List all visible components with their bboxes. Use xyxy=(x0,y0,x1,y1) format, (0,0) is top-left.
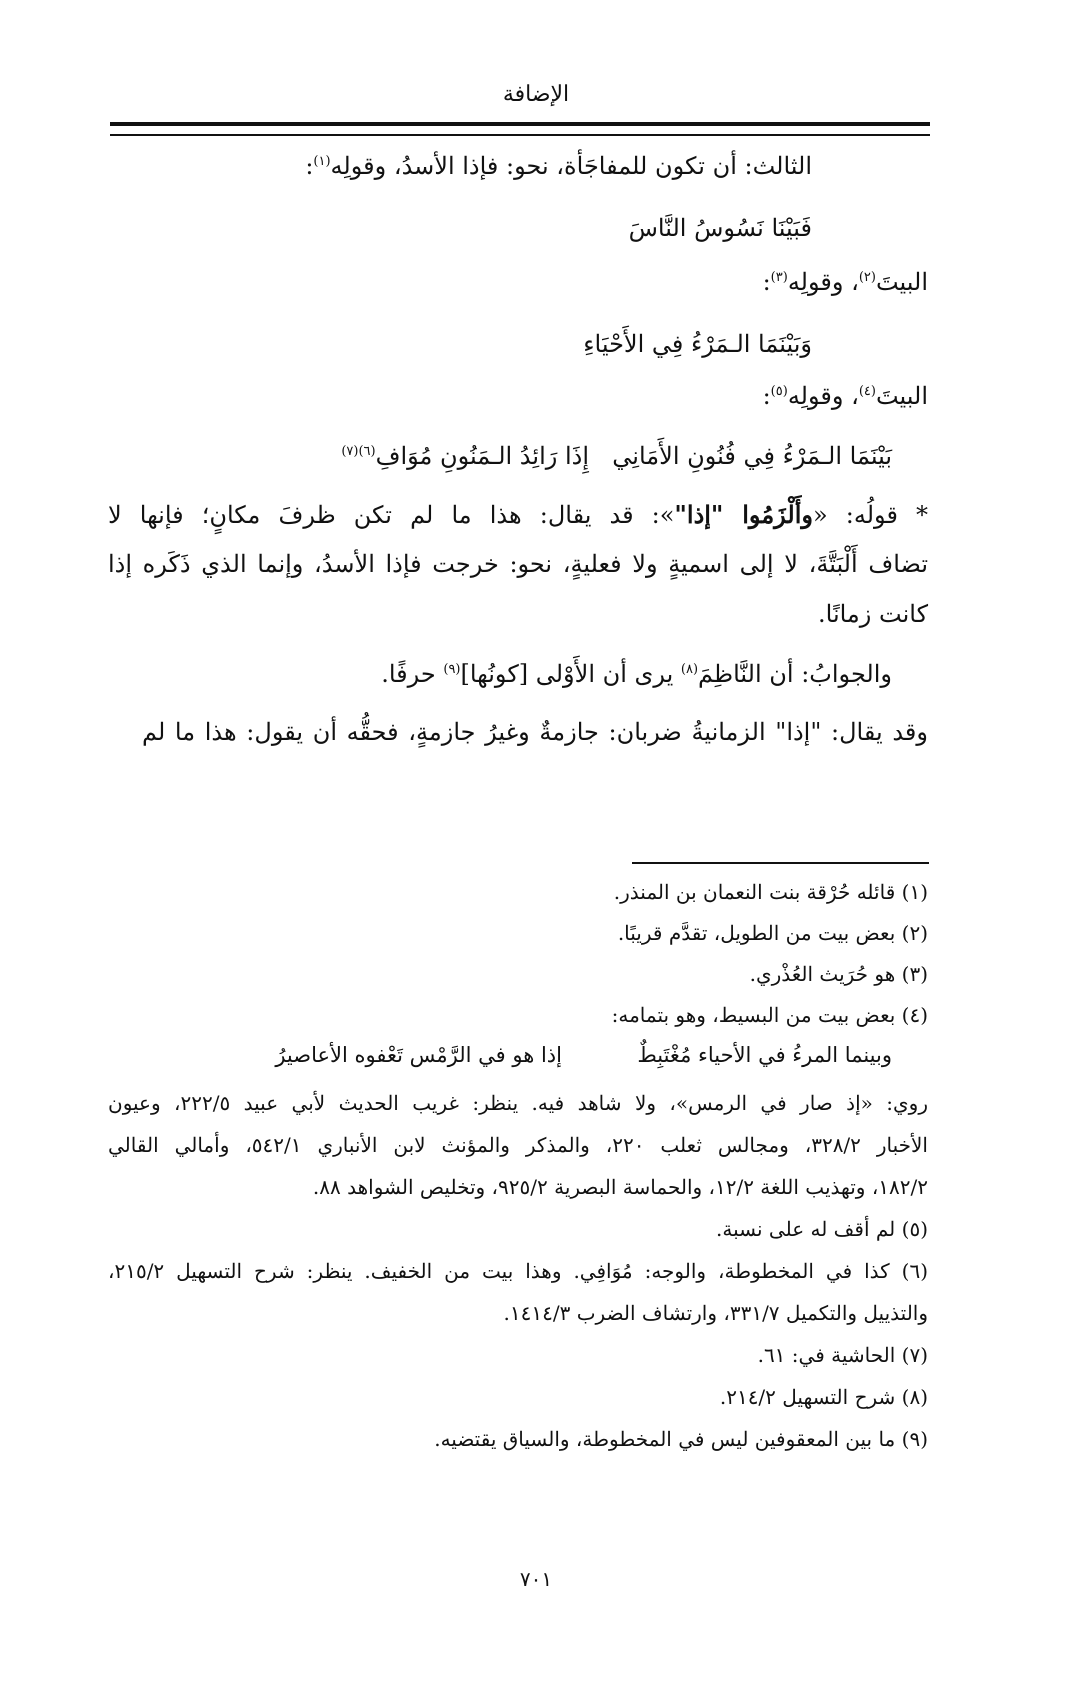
para1-lead: * قولُه: « xyxy=(813,501,929,529)
body-line-1-tail: : xyxy=(305,152,314,180)
body-line-3-text: البيتَ xyxy=(875,382,928,410)
body-line-3-tail: : xyxy=(762,382,771,410)
para1-line1-rest: »: قد يقال: هذا ما لم تكن ظرفَ مكانٍ؛ فإنها لا xyxy=(108,501,675,529)
body-line-2-text: البيتَ xyxy=(875,268,928,296)
paragraph-1-line-3: كانت زمانًا. xyxy=(818,600,928,628)
para2-a: والجوابُ: أن النَّاظِمَ xyxy=(698,660,892,688)
paragraph-1-line-2: تضاف أَلْبَتَّةَ، لا إلى اسميةٍ ولا فعليةٍ، نحو: خرجت فإذا الأسدُ، وإنما الذي ذَكَره إذا xyxy=(108,550,928,578)
footnote-ref: (٢) xyxy=(858,270,876,285)
footnote-9: (٩) ما بين المعقوفين ليس في المخطوطة، والسياق يقتضيه. xyxy=(434,1427,928,1451)
footnote-ref: (٣) xyxy=(770,270,788,285)
footnote-1: (١) قائله حُرْقة بنت النعمان بن المنذر. xyxy=(613,880,928,904)
paragraph-2 xyxy=(381,660,892,688)
verse-quote-2: وَبَيْنَمَا الـمَرْءُ فِي الأَحْيَاءِ xyxy=(583,330,812,358)
para2-c: حرفًا. xyxy=(381,660,444,688)
footnote-ref: (١) xyxy=(313,154,331,169)
header-rule-thick xyxy=(110,122,930,126)
footnote-6-line-2: والتذييل والتكميل ٣٣١/٧، وارتشاف الضرب ١٤١٤/٣. xyxy=(503,1301,928,1325)
footnote-4-line-2: الأخبار ٣٢٨/٢، ومجالس ثعلب ٢٢٠، والمذكر والمؤنث لابن الأنباري ٥٤٢/١، وأمالي القالي xyxy=(108,1133,928,1157)
footnote-4-verse-hemistich-1: وبينما المرءُ في الأحياء مُغْتَبِطٌ xyxy=(637,1043,892,1067)
body-line-1 xyxy=(305,152,812,180)
footnote-7: (٧) الحاشية في: ٦١. xyxy=(757,1343,928,1367)
body-line-3-middle: ، وقولِه xyxy=(787,382,859,410)
footnote-ref: (٤) xyxy=(858,384,876,399)
header-rule-thin xyxy=(110,134,930,136)
footnote-ref: (٦)(٧) xyxy=(341,444,376,459)
para2-b: يرى أن الأَوْلى [كونُها] xyxy=(460,660,681,688)
footnote-ref: (٩) xyxy=(443,662,461,677)
footnote-4: (٤) بعض بيت من البسيط، وهو بتمامه: xyxy=(611,1003,928,1027)
running-head: الإضافة xyxy=(502,82,570,107)
verse-hemistich-2 xyxy=(341,442,589,470)
footnote-ref: (٨) xyxy=(680,662,699,677)
verse-hemistich-2-text: إِذَا رَائِدُ الـمَنُونِ مُوَافِ xyxy=(375,442,589,470)
footnote-2: (٢) بعض بيت من الطويل، تقدَّم قريبًا. xyxy=(617,921,928,945)
body-line-2-middle: ، وقولِه xyxy=(787,268,859,296)
footnote-3: (٣) هو حُرَيث العُذْري. xyxy=(749,962,928,986)
body-line-2 xyxy=(763,268,928,296)
footnote-separator xyxy=(632,862,929,864)
footnote-ref: (٥) xyxy=(770,384,788,399)
footnote-6-line-1: (٦) كذا في المخطوطة، والوجه: مُوَافِي. وهذا بيت من الخفيف. ينظر: شرح التسهيل ٢١٥/٢، xyxy=(108,1259,928,1283)
paragraph-1-line-1 xyxy=(108,500,928,529)
verse-quote-1: فَبَيْنَا نَسُوسُ النَّاسَ xyxy=(628,214,812,242)
footnote-4-line-1: روي: «إذ صار في الرمس»، ولا شاهد فيه. ينظر: غريب الحديث لأبي عبيد ٢٢٢/٥، وعيون xyxy=(108,1091,928,1115)
body-line-2-tail: : xyxy=(762,268,771,296)
footnote-5: (٥) لم أقف له على نسبة. xyxy=(716,1217,928,1241)
body-line-1-text: الثالث: أن تكون للمفاجَأة، نحو: فإذا الأسدُ، وقولِه xyxy=(330,152,812,180)
paragraph-3: وقد يقال: "إذا" الزمانيةُ ضربان: جازمةٌ وغيرُ جازمةٍ، فحقُّه أن يقول: هذا ما لم xyxy=(142,718,928,746)
body-line-3 xyxy=(763,382,928,410)
para1-quote: وأَلْزَمُوا "إذا" xyxy=(674,500,813,529)
verse-hemistich-1: بَيْنَمَا الـمَرْءُ فِي فُنُونِ الأَمَانِي xyxy=(612,442,892,470)
page-number: ٧٠١ xyxy=(519,1567,553,1591)
footnote-4-line-3: ١٨٢/٢، وتهذيب اللغة ١٢/٢، والحماسة البصرية ٩٢٥/٢، وتخليص الشواهد ٨٨. xyxy=(312,1175,928,1199)
footnote-8: (٨) شرح التسهيل ٢١٤/٢. xyxy=(719,1385,928,1409)
footnote-4-verse-hemistich-2: إذا هو في الرَّمْس تَعْفوه الأعاصيرُ xyxy=(275,1043,562,1067)
